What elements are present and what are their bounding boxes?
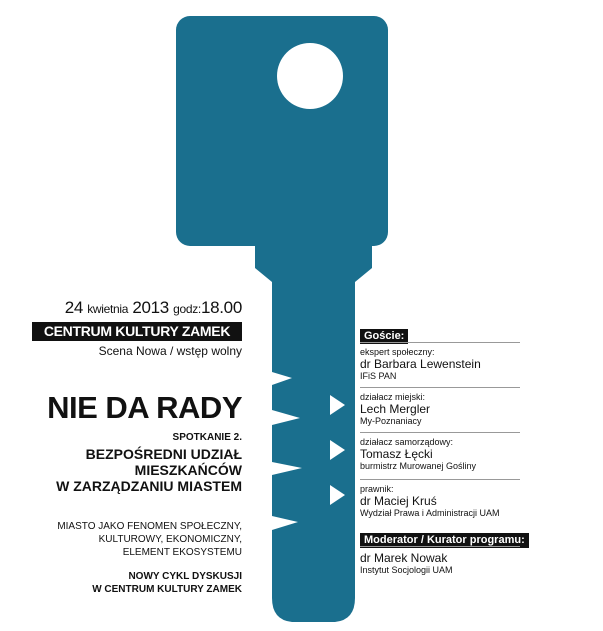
divider (360, 432, 520, 433)
venue-name: CENTRUM KULTURY ZAMEK (32, 322, 242, 341)
moderator-label: Moderator / Kurator programu: (360, 533, 529, 548)
guest-entry (360, 437, 560, 471)
subtitle-line: MIESZKAŃCÓW (134, 462, 242, 478)
series-line: W CENTRUM KULTURY ZAMEK (92, 584, 242, 595)
time-value: 18.00 (200, 298, 242, 317)
guests-label: Goście: (360, 329, 408, 344)
description-line: MIASTO JAKO FENOMEN SPOŁECZNY, (57, 521, 242, 532)
date-day: 24 (64, 298, 84, 317)
time-label: godz: (173, 302, 201, 316)
guest-entry (360, 347, 560, 381)
divider (360, 479, 520, 480)
meeting-label: SPOTKANIE 2. (172, 432, 242, 443)
guest-institution: burmistrz Murowanej Gośliny (360, 461, 477, 471)
guest-role: ekspert społeczny: (360, 347, 435, 357)
moderator-institution: Instytut Socjologii UAM (360, 565, 453, 575)
date-year: 2013 (132, 298, 169, 317)
main-title: NIE DA RADY (47, 390, 242, 425)
description (40, 520, 242, 559)
key-head (176, 16, 388, 246)
moderator-entry (360, 551, 560, 575)
description-line: KULTUROWY, EKONOMICZNY, (98, 534, 242, 545)
series-info (40, 570, 242, 596)
divider (360, 387, 520, 388)
guest-name: Lech Mergler (360, 402, 431, 416)
event-date-time (20, 298, 242, 318)
guest-role: prawnik: (360, 484, 394, 494)
guest-role: działacz samorządowy: (360, 437, 454, 447)
divider (360, 342, 520, 343)
subtitle-line: W ZARZĄDZANIU MIASTEM (56, 478, 242, 494)
venue-sub: Scena Nowa / wstęp wolny (98, 344, 242, 358)
guest-name: dr Barbara Lewenstein (360, 357, 481, 371)
subtitle-line: BEZPOŚREDNI UDZIAŁ (85, 446, 242, 462)
divider (360, 546, 520, 547)
date-month: kwietnia (87, 302, 129, 316)
guest-institution: My-Poznaniacy (360, 416, 422, 426)
series-line: NOWY CYKL DYSKUSJI (128, 571, 242, 582)
guest-institution: IFiS PAN (360, 371, 397, 381)
moderator-name: dr Marek Nowak (360, 551, 448, 565)
guest-entry (360, 392, 560, 426)
guest-name: Tomasz Łęcki (360, 447, 433, 461)
subtitle (30, 446, 242, 494)
description-line: ELEMENT EKOSYSTEMU (122, 547, 242, 558)
guest-entry (360, 484, 560, 518)
guest-name: dr Maciej Kruś (360, 494, 437, 508)
key-hole (277, 43, 343, 109)
key-shoulder (255, 240, 372, 282)
guest-role: działacz miejski: (360, 392, 426, 402)
guest-institution: Wydział Prawa i Administracji UAM (360, 508, 500, 518)
